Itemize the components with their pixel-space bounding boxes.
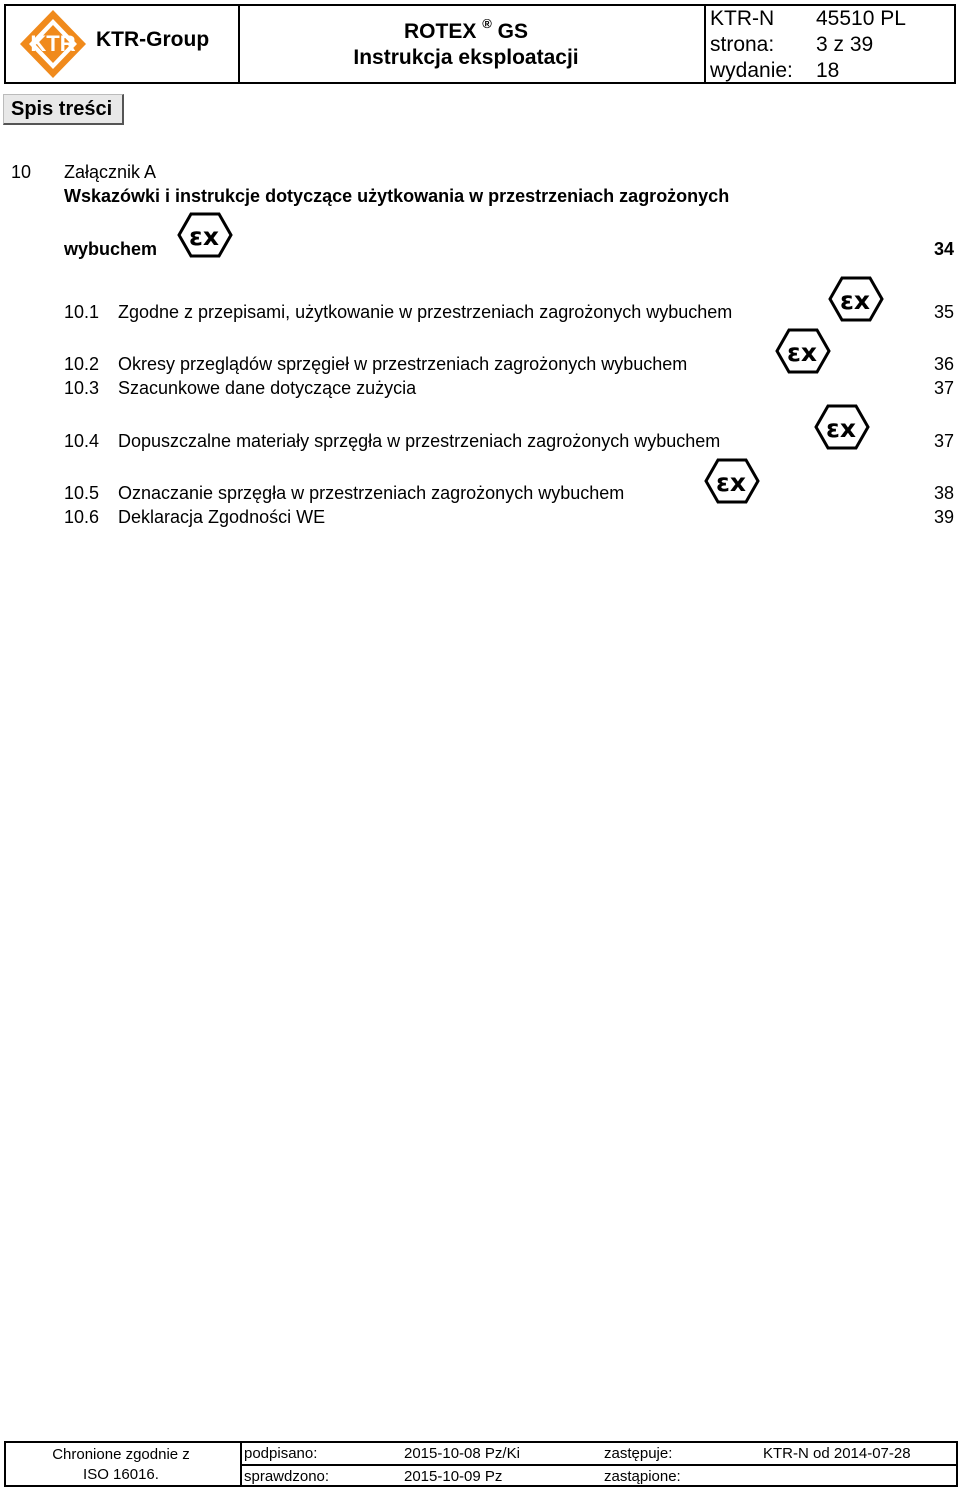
replaced-label: zastąpione:: [604, 1468, 681, 1485]
ktr-logo: [18, 8, 88, 80]
checked-label: sprawdzono:: [244, 1468, 330, 1485]
toc-item-title[interactable]: Dopuszczalne materiały sprzęgła w przestrzeniach zagrożonych wybuchem: [118, 431, 721, 451]
toc-main-page[interactable]: 34: [934, 239, 955, 259]
checked-value: 2015-10-09 Pz: [404, 1468, 503, 1485]
doc-label: KTR-N: [710, 7, 775, 30]
document-title: Instrukcja eksploatacji: [353, 46, 579, 69]
toc-main-number: 10: [11, 162, 32, 182]
toc-item-page[interactable]: 39: [934, 507, 955, 527]
toc-item-title[interactable]: Zgodne z przepisami, użytkowanie w przestrzeniach zagrożonych wybuchem: [118, 302, 733, 322]
toc-item-page[interactable]: 37: [934, 431, 955, 451]
ex-explosion-icon: [828, 276, 884, 322]
toc-main-subtitle-cont: wybuchem: [64, 239, 158, 259]
protection-note-line2: ISO 16016.: [83, 1466, 159, 1483]
edition-label: wydanie:: [710, 59, 793, 82]
signed-value: 2015-10-08 Pz/Ki: [404, 1445, 520, 1462]
toc-main-title: Załącznik A: [64, 162, 157, 182]
protection-note-line1: Chronione zgodnie z: [52, 1446, 190, 1463]
toc-item-page[interactable]: 36: [934, 354, 955, 374]
toc-item-number: 10.5: [64, 483, 100, 503]
svg-text:KTR: KTR: [30, 31, 76, 56]
doc-number: 45510 PL: [816, 7, 906, 30]
replaces-value: KTR-N od 2014-07-28: [763, 1445, 911, 1462]
toc-item-page[interactable]: 38: [934, 483, 955, 503]
page-label: strona:: [710, 33, 775, 56]
toc-item-number: 10.4: [64, 431, 100, 451]
toc-main-subtitle: Wskazówki i instrukcje dotyczące użytkowania w przestrzeniach zagrożonych: [64, 186, 730, 206]
table-of-contents-button[interactable]: Spis treści: [3, 94, 124, 125]
toc-item-number: 10.3: [64, 378, 100, 398]
toc-item-title[interactable]: Deklaracja Zgodności WE: [118, 507, 326, 527]
ex-explosion-icon: [775, 328, 831, 374]
toc-item-page[interactable]: 35: [934, 302, 955, 322]
toc-item-title[interactable]: Okresy przeglądów sprzęgieł w przestrzeniach zagrożonych wybuchem: [118, 354, 688, 374]
edition-value: 18: [816, 59, 840, 82]
product-name: ROTEX ® GS: [404, 16, 528, 43]
ex-explosion-icon: [704, 458, 760, 504]
ex-explosion-icon: [177, 212, 233, 258]
toc-item-number: 10.1: [64, 302, 100, 322]
toc-item-title[interactable]: Szacunkowe dane dotyczące zużycia: [118, 378, 417, 398]
toc-item-number: 10.2: [64, 354, 100, 374]
replaces-label: zastępuje:: [604, 1445, 673, 1462]
toc-item-title[interactable]: Oznaczanie sprzęgła w przestrzeniach zagrożonych wybuchem: [118, 483, 625, 503]
group-name: KTR-Group: [96, 28, 210, 51]
toc-item-number: 10.6: [64, 507, 100, 527]
signed-label: podpisano:: [244, 1445, 318, 1462]
toc-item-page[interactable]: 37: [934, 378, 955, 398]
ex-explosion-icon: [814, 404, 870, 450]
page-value: 3 z 39: [816, 33, 874, 56]
